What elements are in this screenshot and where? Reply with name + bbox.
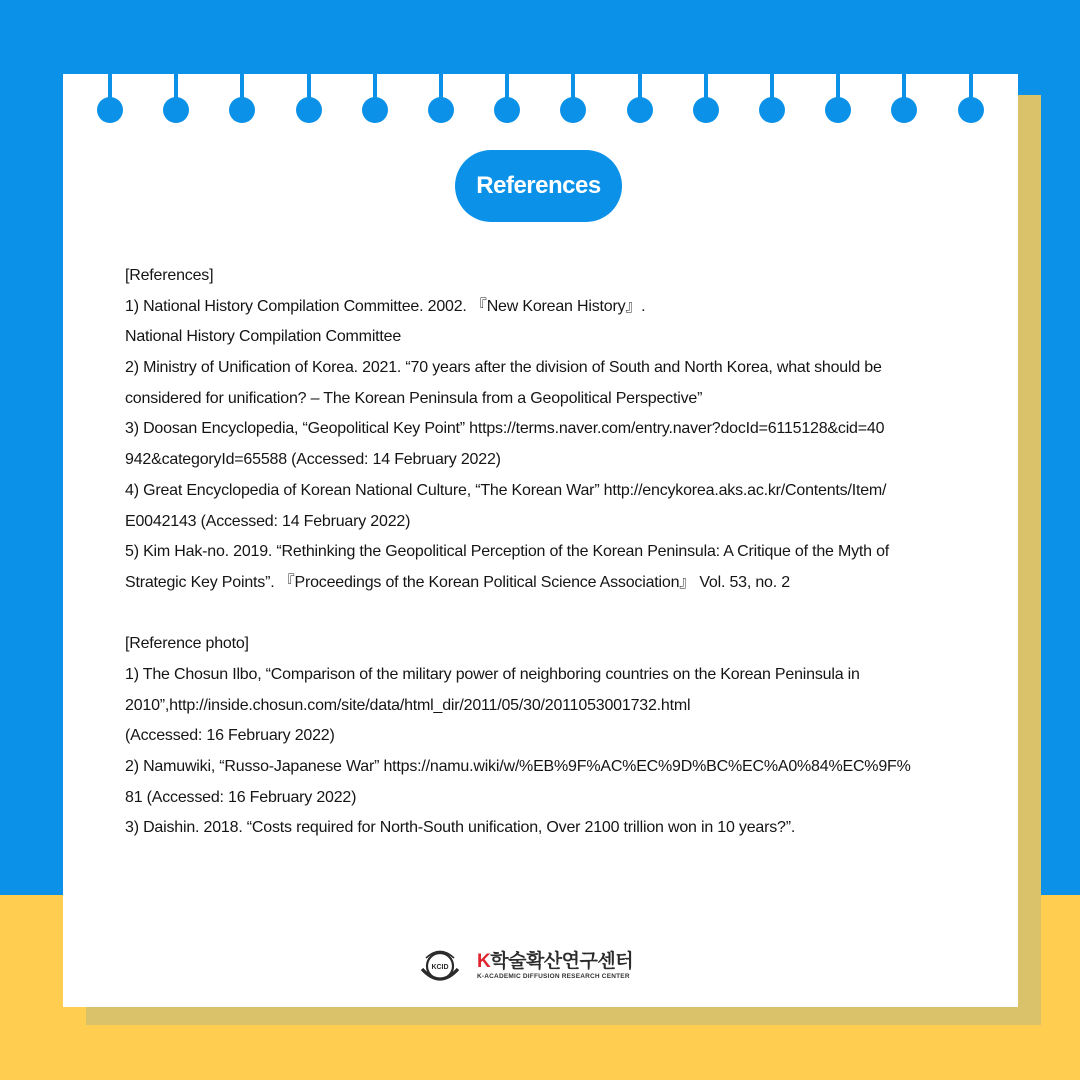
text-line: 1) National History Compilation Committee. 2002. 『New Korean History』. [125,297,646,315]
binder-ring [958,74,984,124]
binder-ring [693,74,719,124]
emblem-icon [417,945,463,987]
text-line: 2010”,http://inside.chosun.com/site/data/html_dir/2011/05/30/2011053001732.html [125,696,691,714]
binder-ring [759,74,785,124]
text-line: [References] [125,267,214,284]
binder-ring [428,74,454,124]
text-line: (Accessed: 16 February 2022) [125,727,335,745]
binder-ring [362,74,388,124]
text-line: 81 (Accessed: 16 February 2022) [125,788,357,806]
logo-name-korean: K학술확산연구센터 [477,950,634,972]
center-logo [417,945,633,987]
binder-ring [560,74,586,124]
emblem-text: KCID [431,964,449,971]
binder-ring [97,74,123,124]
logo-k-letter: K [477,950,491,972]
text-line: 4) Great Encyclopedia of Korean National Culture, “The Korean War” http://encykorea.aks.ac.kr/Contents/Item/ [125,481,887,499]
references-text [125,261,965,844]
text-line: 3) Daishin. 2018. “Costs required for North-South unification, Over 2100 trillion won in 10 years?”. [125,819,796,837]
binder-ring [494,74,520,124]
binder-ring [296,74,322,124]
text-line: 1) The Chosun Ilbo, “Comparison of the military power of neighboring countries on the Korean Peninsula in [125,665,860,683]
binder-ring [229,74,255,124]
text-line: 5) Kim Hak-no. 2019. “Rethinking the Geopolitical Perception of the Korean Peninsula: A Critique of the Myth of [125,543,890,561]
blank-line [125,599,965,630]
text-line: 2) Ministry of Unification of Korea. 2021. “70 years after the division of South and North Korea, what should be [125,359,882,377]
text-line: considered for unification? – The Korean Peninsula from a Geopolitical Perspective” [125,389,703,407]
logo-name-english: K-ACADEMIC DIFFUSION RESEARCH CENTER [477,972,630,980]
text-line: 2) Namuwiki, “Russo-Japanese War” https://namu.wiki/w/%EB%9F%AC%EC%9D%BC%EC%A0%84%EC%9F% [125,758,911,775]
binder-ring [825,74,851,124]
page-title: References [455,150,622,222]
text-line: E0042143 (Accessed: 14 February 2022) [125,512,411,530]
text-line: National History Compilation Committee [125,328,402,346]
binder-ring [891,74,917,124]
text-line: Strategic Key Points”. 『Proceedings of the Korean Political Science Association』 Vol. 53, no. 2 [125,573,790,591]
text-line: [Reference photo] [125,635,249,653]
binder-rings [63,74,1018,126]
binder-ring [163,74,189,124]
binder-ring [627,74,653,124]
text-line: 3) Doosan Encyclopedia, “Geopolitical Key Point” https://terms.naver.com/entry.naver?docId=6115128&cid=40 [125,420,885,438]
text-line: 942&categoryId=65588 (Accessed: 14 February 2022) [125,451,501,469]
